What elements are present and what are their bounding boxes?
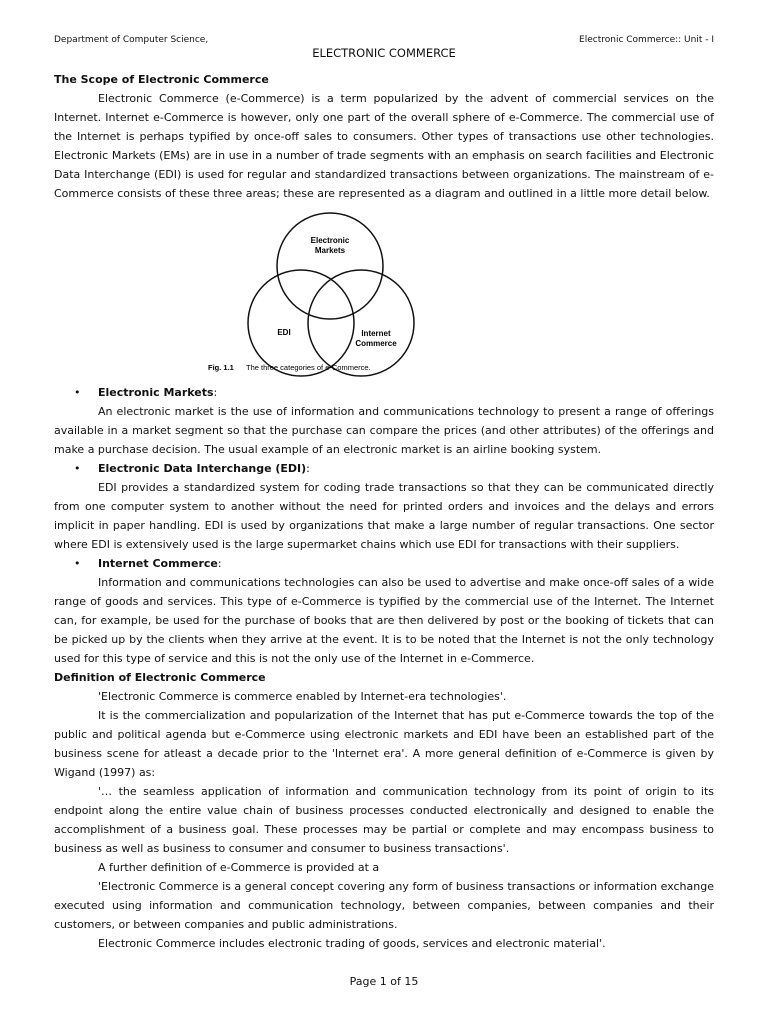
electronic-markets-text: An electronic market is the use of information and communications technology to present a range of offerings available in a market segment so that the purchase can compare the prices (and other attributes) of the offerings and make a purchase decision. The usual example of an electronic market is an airline booking system. (54, 405, 714, 456)
internet-commerce-text: Information and communications technologies can also be used to advertise and make once-off sales of a wide range of goods and services. This type of e-Commerce is typified by the commercial use of the Internet. The Internet can, for example, be used for the purchase of books that are then delivered by post or the booking of tickets that can be picked up by the clients when they arrive at the event. It is to be noted that the Internet is not the only technology used for this type of service and this is not the only use of the Internet in e-Commerce. (54, 576, 714, 665)
wigand-quote: '… the seamless application of information and communication technology from its point of origin to its endpoint along the entire value chain of business processes conducted electronically and designed to enable the accomplishment of a business goal. These processes may be partial or complete and may encompass business to business as well as business to consumer and consumer to business transactions'. (54, 785, 714, 855)
circle-edi (248, 270, 354, 376)
definition-quote: 'Electronic Commerce is commerce enabled by Internet-era technologies'. (98, 690, 507, 703)
bullet-title: Electronic Markets (98, 386, 214, 399)
figure-venn (54, 207, 714, 379)
edi-text: EDI provides a standardized system for coding trade transactions so that they can be communicated directly from one computer system to another without the need for printed orders and invoices and the delays and errors implicit in paper handling. EDI is used by organizations that make a large number of regular transactions. One sector where EDI is extensively used is the large supermarket chains which use EDI for transactions with their suppliers. (54, 481, 714, 551)
header-department: Department of Computer Science, (54, 35, 209, 45)
bullet-suffix: : (217, 557, 222, 570)
figure-caption-text: The three categories of e-Commerce. (246, 363, 371, 372)
header-unit: Electronic Commerce:: Unit - I (579, 35, 714, 45)
bullet-suffix: : (213, 386, 218, 399)
bullet-electronic-markets (54, 383, 714, 402)
label-commerce: Commerce (355, 339, 397, 348)
bullet-edi (54, 459, 714, 478)
bullet-title: Electronic Data Interchange (EDI) (98, 462, 307, 475)
circle-internet-commerce (308, 270, 414, 376)
bullet-dot: • (74, 386, 81, 399)
label-electronic: Electronic (310, 236, 350, 245)
bullet-dot: • (74, 462, 81, 475)
label-markets: Markets (314, 246, 346, 255)
document-title: ELECTRONIC COMMERCE (312, 46, 456, 60)
label-internet: Internet (361, 329, 391, 338)
scope-paragraph: Electronic Commerce (e-Commerce) is a term popularized by the advent of commercial services on the Internet. Internet e-Commerce is however, only one part of the overall sphere of e-Commerce. The commercial use of the Internet is perhaps typified by once-off sales to consumers. Other types of transactions use other technologies. Electronic Markets (EMs) are in use in a number of trade segments with an emphasis on search facilities and Electronic Data Interchange (EDI) is used for regular and standardized transactions between organizations. The mainstream of e-Commerce consists of these three areas; these are represented as a diagram and outlined in a little more detail below. (54, 92, 714, 200)
definition-paragraph: It is the commercialization and popularization of the Internet that has put e-Commerce towards the top of the public and political agenda but e-Commerce using electronic markets and EDI have been an established part of the business scene for atleast a decade prior to the 'Internet era'. A more general definition of e-Commerce is given by Wigand (1997) as: (54, 709, 714, 779)
bullet-title: Internet Commerce (98, 557, 218, 570)
venn-diagram (206, 207, 446, 379)
scope-heading: The Scope of Electronic Commerce (54, 73, 269, 86)
circle-electronic-markets (277, 213, 383, 319)
bullet-suffix: : (306, 462, 310, 475)
label-edi: EDI (277, 328, 291, 337)
document-body (54, 70, 714, 953)
page-number: Page 1 of 15 (349, 975, 419, 988)
further-definition-closing: Electronic Commerce includes electronic trading of goods, services and electronic material'. (98, 937, 606, 950)
further-definition-quote: 'Electronic Commerce is a general concept covering any form of business transactions or information exchange executed using information and communication technology, between companies, between companies and their customers, or between companies and public administrations. (54, 880, 714, 931)
bullet-dot: • (74, 557, 81, 570)
definition-heading: Definition of Electronic Commerce (54, 671, 266, 684)
bullet-internet-commerce (54, 554, 714, 573)
figure-caption-label: Fig. 1.1 (208, 363, 234, 372)
further-definition-intro: A further definition of e-Commerce is provided at a (98, 861, 380, 874)
